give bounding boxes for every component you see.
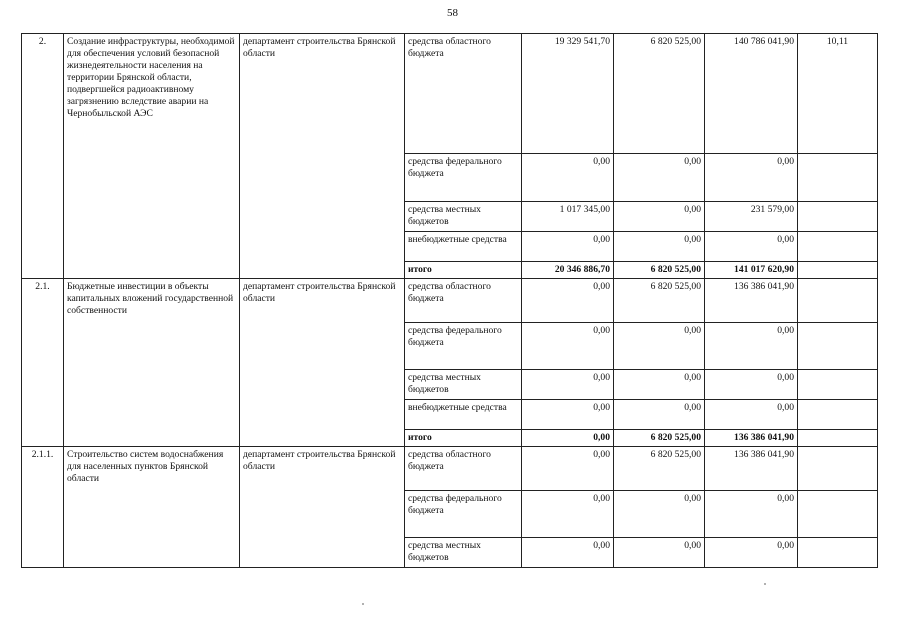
scan-speck — [362, 603, 364, 605]
table-row — [22, 34, 878, 154]
funding-source: средства областного бюджета — [405, 34, 522, 154]
value-cell: 0,00 — [705, 323, 798, 370]
value-cell — [798, 400, 878, 430]
value-cell — [798, 538, 878, 568]
responsible-department: департамент строительства Брянской области — [240, 34, 405, 279]
value-cell: 0,00 — [522, 538, 614, 568]
value-cell: 6 820 525,00 — [614, 262, 705, 279]
value-cell: 140 786 041,90 — [705, 34, 798, 154]
value-cell: 0,00 — [614, 154, 705, 202]
value-cell: 0,00 — [614, 400, 705, 430]
budget-table — [21, 33, 878, 568]
value-cell — [798, 370, 878, 400]
funding-source: средства областного бюджета — [405, 447, 522, 491]
value-cell: 136 386 041,90 — [705, 447, 798, 491]
value-cell: 0,00 — [522, 400, 614, 430]
funding-source: средства местных бюджетов — [405, 538, 522, 568]
value-cell: 0,00 — [614, 232, 705, 262]
value-cell: 0,00 — [614, 202, 705, 232]
value-cell: 231 579,00 — [705, 202, 798, 232]
funding-source: средства областного бюджета — [405, 279, 522, 323]
value-cell: 141 017 620,90 — [705, 262, 798, 279]
funding-source: внебюджетные средства — [405, 232, 522, 262]
value-cell: 0,00 — [522, 154, 614, 202]
table-row — [22, 447, 878, 491]
value-cell: 136 386 041,90 — [705, 430, 798, 447]
value-cell: 0,00 — [614, 538, 705, 568]
funding-source: внебюджетные средства — [405, 400, 522, 430]
value-cell: 0,00 — [522, 430, 614, 447]
value-cell: 6 820 525,00 — [614, 430, 705, 447]
value-cell: 0,00 — [522, 279, 614, 323]
value-cell: 0,00 — [522, 323, 614, 370]
value-cell — [798, 154, 878, 202]
funding-source: средства федерального бюджета — [405, 491, 522, 538]
value-cell: 1 017 345,00 — [522, 202, 614, 232]
value-cell: 0,00 — [705, 232, 798, 262]
scan-speck — [764, 583, 766, 585]
value-cell — [798, 323, 878, 370]
value-cell: 6 820 525,00 — [614, 34, 705, 154]
value-cell: 0,00 — [705, 370, 798, 400]
value-cell: 0,00 — [705, 154, 798, 202]
row-number: 2. — [22, 34, 64, 279]
page-number: 58 — [447, 7, 458, 19]
value-cell: 20 346 886,70 — [522, 262, 614, 279]
row-number: 2.1.1. — [22, 447, 64, 568]
funding-source: итого — [405, 430, 522, 447]
responsible-department: департамент строительства Брянской области — [240, 279, 405, 447]
value-cell: 0,00 — [705, 400, 798, 430]
value-cell — [798, 447, 878, 491]
value-cell — [798, 232, 878, 262]
funding-source: средства федерального бюджета — [405, 323, 522, 370]
value-cell: 10,11 — [798, 34, 878, 154]
funding-source: средства местных бюджетов — [405, 370, 522, 400]
responsible-department: департамент строительства Брянской области — [240, 447, 405, 568]
value-cell: 0,00 — [614, 491, 705, 538]
value-cell: 0,00 — [522, 491, 614, 538]
value-cell: 19 329 541,70 — [522, 34, 614, 154]
funding-source: итого — [405, 262, 522, 279]
measure-name: Строительство систем водоснабжения для населенных пунктов Брянской области — [64, 447, 240, 568]
value-cell: 0,00 — [522, 447, 614, 491]
value-cell: 0,00 — [705, 538, 798, 568]
measure-name: Создание инфраструктуры, необходимой для обеспечения условий безопасной жизнедеятельности населения на территории Брянской области, подвергшейся радиоактивному загрязнению вследствие аварии на Чернобыльской АЭС — [64, 34, 240, 279]
measure-name: Бюджетные инвестиции в объекты капитальных вложений государственной собственности — [64, 279, 240, 447]
funding-source: средства местных бюджетов — [405, 202, 522, 232]
value-cell: 0,00 — [522, 370, 614, 400]
funding-source: средства федерального бюджета — [405, 154, 522, 202]
value-cell — [798, 279, 878, 323]
row-number: 2.1. — [22, 279, 64, 447]
value-cell: 0,00 — [614, 323, 705, 370]
table-row — [22, 279, 878, 323]
value-cell: 0,00 — [522, 232, 614, 262]
value-cell — [798, 430, 878, 447]
value-cell — [798, 262, 878, 279]
value-cell — [798, 491, 878, 538]
value-cell: 6 820 525,00 — [614, 279, 705, 323]
value-cell: 0,00 — [705, 491, 798, 538]
value-cell: 6 820 525,00 — [614, 447, 705, 491]
value-cell: 136 386 041,90 — [705, 279, 798, 323]
value-cell: 0,00 — [614, 370, 705, 400]
value-cell — [798, 202, 878, 232]
